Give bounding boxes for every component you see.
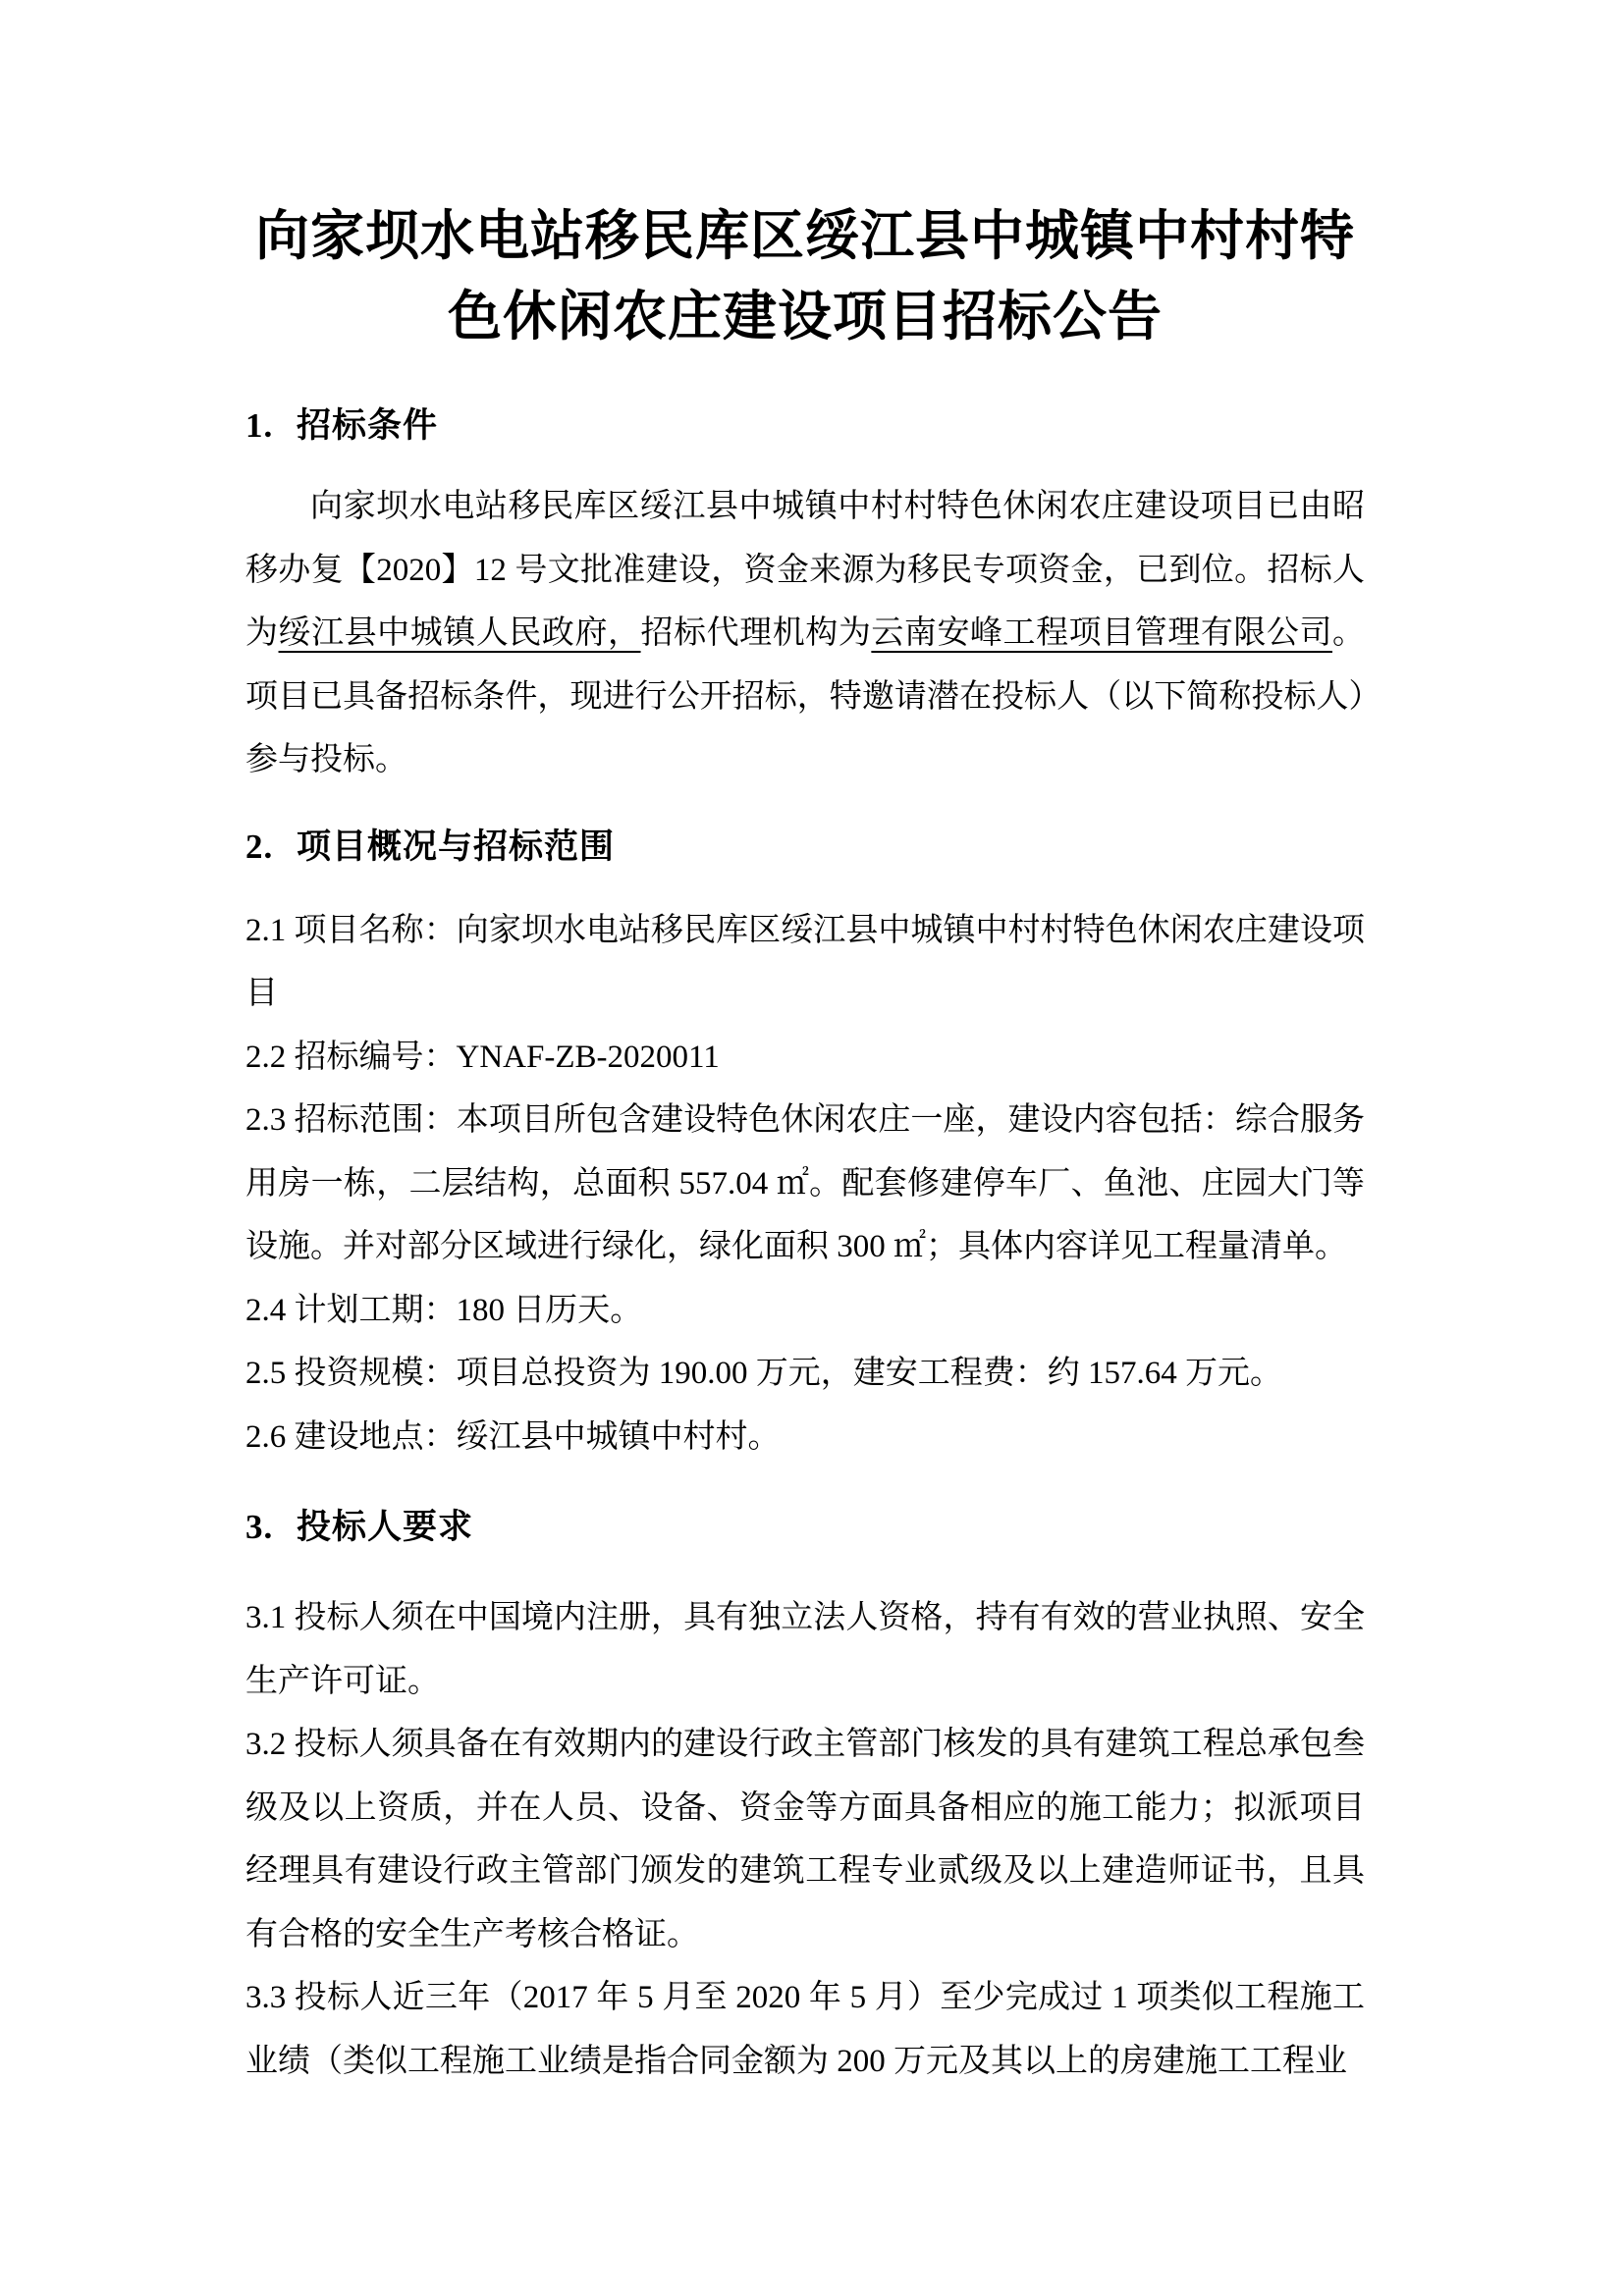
para-bidding-conditions: 向家坝水电站移民库区绥江县中城镇中村村特色休闲农庄建设项目已由昭移办复【2020】12 号文批准建设，资金来源为移民专项资金，已到位。招标人为绥江县中城镇人民政府，招标代理机构为云南安峰工程项目管理有限公司。项目已具备招标条件，现进行公开招标，特邀请潜在投标人（以下简称投标人）参与投标。 <box>245 489 1366 777</box>
section-1-title: 招标条件 <box>297 406 439 445</box>
para-bidder-registration: 3.1 投标人须在中国境内注册，具有独立法人资格，持有有效的营业执照、安全生产许可证。 <box>245 1600 1365 1699</box>
section-3-number: 3. <box>245 1508 274 1546</box>
section-3-heading <box>245 1506 1365 1549</box>
para-bidder-qualification: 3.2 投标人须具备在有效期内的建设行政主管部门核发的具有建筑工程总承包叁级及以上资质，并在人员、设备、资金等方面具备相应的施工能力；拟派项目经理具有建设行政主管部门颁发的建筑工程专业贰级及以上建造师证书，且具有合格的安全生产考核合格证。 <box>245 1727 1365 1952</box>
para-construction-site: 2.6 建设地点：绥江县中城镇中村村。 <box>245 1418 781 1455</box>
para-planned-duration: 2.4 计划工期：180 日历天。 <box>245 1292 643 1328</box>
para-investment-scale: 2.5 投资规模：项目总投资为 190.00 万元，建安工程费：约 157.64 万元。 <box>245 1356 1282 1391</box>
section-1-number: 1. <box>245 406 274 445</box>
para-bid-scope: 2.3 招标范围：本项目所包含建设特色休闲农庄一座，建设内容包括：综合服务用房一栋，二层结构，总面积 557.04 ㎡。配套修建停车厂、鱼池、庄园大门等设施。并对部分区域进行绿化，绿化面积 300 ㎡；具体内容详见工程量清单。 <box>245 1102 1365 1264</box>
section-2-heading <box>245 826 1365 869</box>
para-project-name: 2.1 项目名称：向家坝水电站移民库区绥江县中城镇中村村特色休闲农庄建设项目 <box>245 912 1365 1011</box>
section-3-title: 投标人要求 <box>297 1508 474 1546</box>
document-title: 向家坝水电站移民库区绥江县中城镇中村村特色休闲农庄建设项目招标公告 <box>254 206 1355 347</box>
para-bidder-track-record: 3.3 投标人近三年（2017 年 5 月至 2020 年 5 月）至少完成过 1 项类似工程施工业绩（类似工程施工业绩是指合同金额为 200 万元及其以上的房建施工工程业 <box>245 1980 1365 2079</box>
section-2-title: 项目概况与招标范围 <box>297 827 616 866</box>
para-bid-number: 2.2 招标编号：YNAF-ZB-2020011 <box>245 1039 720 1075</box>
section-1-heading <box>245 404 1365 448</box>
section-2-number: 2. <box>245 827 274 866</box>
